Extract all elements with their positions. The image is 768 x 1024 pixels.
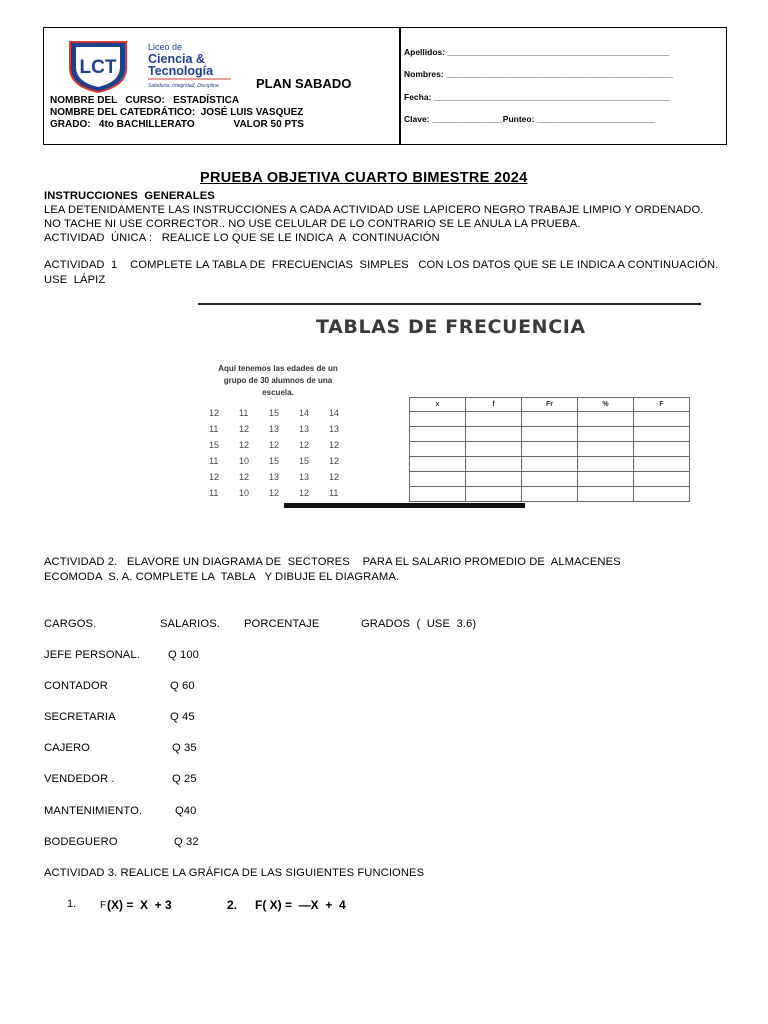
- logo-abbr: LCT: [79, 57, 117, 78]
- cargo-label: VENDEDOR .: [44, 773, 115, 785]
- table-cell: [410, 427, 466, 442]
- apellidos-field[interactable]: Apellidos: _______________________________________________: [404, 47, 670, 57]
- age-value: 13: [329, 424, 340, 434]
- age-value: 11: [209, 456, 219, 466]
- salario-value: Q 100: [168, 649, 199, 661]
- function1-prefix: F: [100, 900, 107, 911]
- image-desc-line2: grupo de 30 alumnos de una: [223, 376, 333, 385]
- table-cell: [410, 457, 466, 472]
- table-cell: [522, 442, 578, 457]
- age-value: 10: [239, 456, 250, 466]
- activity2-line2: ECOMODA S. A. COMPLETE LA TABLA Y DIBUJE EL DIAGRAMA.: [44, 571, 400, 583]
- logo-line3: Tecnología: [148, 64, 214, 78]
- ages-row: [202, 408, 352, 424]
- image-description: [198, 363, 358, 399]
- table-row: [410, 442, 690, 457]
- age-value: 12: [299, 440, 310, 450]
- col-percent: %: [578, 398, 634, 412]
- table-cell: [466, 487, 522, 502]
- salario-value: Q 25: [172, 773, 197, 785]
- col-grados: GRADOS ( USE 3.6): [361, 618, 477, 630]
- clave-punteo-field[interactable]: Clave: _______________Punteo: _________________________: [404, 114, 655, 124]
- col-x: x: [410, 398, 466, 412]
- ages-row: [202, 456, 352, 472]
- logo-motto: Sabiduría, Integridad, Disciplina: [148, 83, 219, 89]
- age-value: 13: [269, 472, 280, 482]
- age-value: 13: [269, 424, 280, 434]
- ages-row: [202, 488, 352, 504]
- table-cell: [634, 427, 690, 442]
- ages-row: [202, 472, 352, 488]
- school-logo: [66, 38, 256, 94]
- grade-line: GRADO: 4to BACHILLERATO VALOR 50 PTS: [50, 119, 304, 130]
- image-desc-line1: Aquí tenemos las edades de un: [218, 364, 338, 373]
- age-value: 14: [299, 408, 310, 418]
- instructions-line2: NO TACHE NI USE CORRECTOR.. NO USE CELULAR DE LO CONTRARIO SE LE ANULA LA PRUEBA.: [44, 218, 581, 230]
- nombres-field[interactable]: Nombres: ________________________________________________: [404, 69, 673, 79]
- image-top-rule: [198, 303, 701, 305]
- fecha-field[interactable]: Fecha: __________________________________________________: [404, 92, 671, 102]
- table-cell: [578, 442, 634, 457]
- table-cell: [410, 442, 466, 457]
- age-value: 13: [299, 472, 310, 482]
- col-cargos: CARGOS.: [44, 618, 97, 630]
- table-cell: [578, 457, 634, 472]
- instructions-line1: LEA DETENIDAMENTE LAS INSTRUCCIONES A CADA ACTIVIDAD USE LAPICERO NEGRO TRABAJE LIMPIO Y ORDENADO.: [44, 204, 704, 216]
- age-value: 15: [269, 456, 280, 466]
- age-value: 12: [239, 424, 250, 434]
- col-porcentaje: PORCENTAJE: [244, 618, 320, 630]
- table-cell: [634, 487, 690, 502]
- table-cell: [522, 427, 578, 442]
- table-cell: [634, 472, 690, 487]
- table-cell: [466, 412, 522, 427]
- cargo-label: JEFE PERSONAL.: [44, 649, 140, 661]
- table-row: [410, 412, 690, 427]
- table-cell: [410, 472, 466, 487]
- salario-value: Q 32: [174, 836, 199, 848]
- age-value: 12: [209, 472, 220, 482]
- col-salarios: SALARIOS.: [160, 618, 220, 630]
- logo-line1: Liceo de: [148, 42, 183, 52]
- image-bottom-bar: [284, 503, 525, 508]
- function2-body: F( X) = —X + 4: [255, 898, 346, 912]
- table-cell: [634, 457, 690, 472]
- table-cell: [410, 487, 466, 502]
- instructions-line3: ACTIVIDAD ÚNICA : REALICE LO QUE SE LE INDICA A CONTINUACIÓN: [44, 232, 440, 244]
- age-value: 11: [329, 488, 339, 498]
- function2-number: 2.: [227, 898, 238, 912]
- image-desc-line3: escuela.: [262, 388, 294, 397]
- age-value: 15: [209, 440, 220, 450]
- salario-value: Q 45: [170, 711, 195, 723]
- activity2-line1: ACTIVIDAD 2. ELAVORE UN DIAGRAMA DE SECTORES PARA EL SALARIO PROMEDIO DE ALMACENES: [44, 556, 621, 568]
- table-cell: [522, 487, 578, 502]
- age-value: 11: [239, 408, 249, 418]
- plan-label: PLAN SABADO: [256, 76, 352, 91]
- age-value: 10: [239, 488, 250, 498]
- age-value: 12: [329, 440, 340, 450]
- activity1-line1: ACTIVIDAD 1 COMPLETE LA TABLA DE FRECUENCIAS SIMPLES CON LOS DATOS QUE SE LE INDICA A CONTINUACIÓN.: [44, 259, 719, 271]
- table-row: [410, 472, 690, 487]
- table-row: [410, 427, 690, 442]
- col-cumulative-f: F: [634, 398, 690, 412]
- activity3-heading: ACTIVIDAD 3. REALICE LA GRÁFICA DE LAS SIGUIENTES FUNCIONES: [44, 867, 425, 879]
- age-value: 12: [269, 488, 280, 498]
- table-row: [410, 487, 690, 502]
- table-cell: [522, 472, 578, 487]
- frequency-table-image: [198, 303, 701, 508]
- salario-value: Q 35: [172, 742, 197, 754]
- age-value: 12: [239, 472, 250, 482]
- table-cell: [466, 442, 522, 457]
- age-value: 11: [209, 424, 219, 434]
- cargo-label: BODEGUERO: [44, 836, 118, 848]
- col-fr: Fr: [522, 398, 578, 412]
- header-divider: [399, 28, 401, 144]
- table-row: [410, 457, 690, 472]
- table-cell: [578, 487, 634, 502]
- salario-value: Q40: [175, 805, 197, 817]
- col-f: f: [466, 398, 522, 412]
- table-cell: [410, 412, 466, 427]
- function1-number: 1.: [67, 898, 77, 910]
- activity1-line2: USE LÁPIZ: [44, 274, 106, 286]
- age-value: 12: [239, 440, 250, 450]
- function1-body: (X) = X + 3: [107, 898, 172, 912]
- frequency-table-header: [410, 398, 690, 412]
- age-value: 12: [209, 408, 220, 418]
- age-value: 12: [299, 488, 310, 498]
- instructions-heading: INSTRUCCIONES GENERALES: [44, 190, 215, 202]
- table-cell: [634, 412, 690, 427]
- table-cell: [578, 412, 634, 427]
- table-cell: [578, 472, 634, 487]
- age-value: 15: [269, 408, 280, 418]
- salario-value: Q 60: [170, 680, 195, 692]
- age-value: 12: [329, 472, 340, 482]
- cargo-label: SECRETARIA: [44, 711, 116, 723]
- cargo-label: CAJERO: [44, 742, 90, 754]
- table-cell: [466, 472, 522, 487]
- age-value: 12: [329, 456, 340, 466]
- age-value: 15: [299, 456, 310, 466]
- frequency-table: [409, 397, 690, 502]
- age-value: 14: [329, 408, 340, 418]
- header-box: [43, 27, 727, 145]
- teacher-line: NOMBRE DEL CATEDRÁTICO: JOSÉ LUIS VASQUEZ: [50, 107, 304, 118]
- cargo-label: CONTADOR: [44, 680, 108, 692]
- age-value: 13: [299, 424, 310, 434]
- table-cell: [522, 457, 578, 472]
- logo-line2: Ciencia &: [148, 52, 205, 66]
- table-cell: [578, 427, 634, 442]
- ages-grid: [202, 408, 352, 504]
- age-value: 12: [269, 440, 280, 450]
- course-line: NOMBRE DEL CURSO: ESTADÍSTICA: [50, 95, 240, 106]
- page-title: PRUEBA OBJETIVA CUARTO BIMESTRE 2024: [200, 170, 528, 186]
- ages-row: [202, 440, 352, 456]
- cargo-label: MANTENIMIENTO.: [44, 805, 143, 817]
- table-cell: [522, 412, 578, 427]
- table-cell: [466, 427, 522, 442]
- table-cell: [634, 442, 690, 457]
- age-value: 11: [209, 488, 219, 498]
- ages-row: [202, 424, 352, 440]
- table-cell: [466, 457, 522, 472]
- image-title: TABLAS DE FRECUENCIA: [316, 316, 586, 338]
